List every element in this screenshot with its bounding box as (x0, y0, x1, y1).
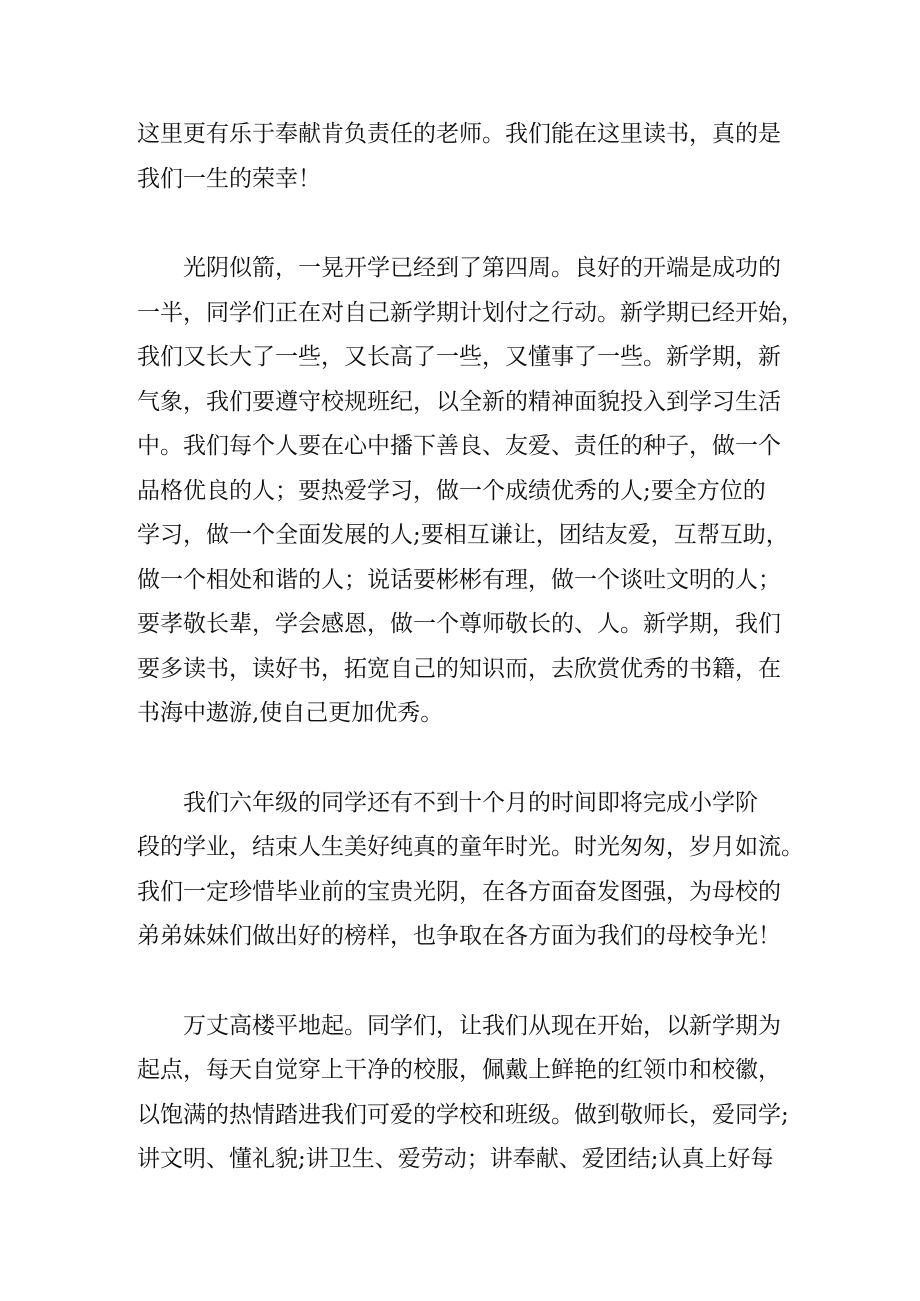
text-line: 讲文明、懂礼貌;讲卫生、爱劳动；讲奉献、爱团结;认真上好每 (137, 1146, 774, 1172)
text-line: 学习，做一个全面发展的人;要相互谦让，团结友爱，互帮互助， (137, 522, 789, 548)
text-line: 光阴似箭，一晃开学已经到了第四周。良好的开端是成功的 (183, 255, 781, 281)
text-line: 我们六年级的同学还有不到十个月的时间即将完成小学阶 (183, 789, 758, 816)
text-line: 万丈高楼平地起。同学们，让我们从现在开始，以新学期为 (183, 1012, 781, 1039)
document-body (137, 112, 804, 1182)
text-line: 要多读书，读好书，拓宽自己的知识而，去欣赏优秀的书籍，在 (137, 655, 781, 682)
text-line: 我们一定珍惜毕业前的宝贵光阴，在各方面奋发图强，为母校的 (137, 878, 781, 905)
text-line: 段的学业，结束人生美好纯真的童年时光。时光匆匆，岁月如流。 (137, 834, 804, 860)
text-line: 中。我们每个人要在心中播下善良、友爱、责任的种子，做一个 (137, 433, 781, 459)
text-line: 以饱满的热情踏进我们可爱的学校和班级。做到敬师长，爱同学; (137, 1101, 789, 1128)
paragraph-2 (137, 246, 804, 736)
text-line: 品格优良的人；要热爱学习，做一个成绩优秀的人;要全方位的 (137, 477, 766, 504)
paragraph-4 (137, 1004, 797, 1182)
text-line: 气象，我们要遵守校规班纪，以全新的精神面貌投入到学习生活 (137, 388, 781, 415)
paragraph-3 (137, 781, 804, 959)
text-line: 我们又长大了一些，又长高了一些，又懂事了一些。新学期，新 (137, 344, 781, 370)
paragraph-1 (137, 112, 797, 201)
text-line: 书海中遨游,使自己更加优秀。 (137, 700, 444, 726)
text-line: 做一个相处和谐的人；说话要彬彬有理，做一个谈吐文明的人； (137, 566, 781, 593)
text-line: 我们一生的荣幸！ (137, 165, 321, 192)
text-line: 起点，每天自觉穿上干净的校服，佩戴上鲜艳的红领巾和校徽， (137, 1057, 781, 1083)
text-line: 这里更有乐于奉献肯负责任的老师。我们能在这里读书，真的是 (137, 121, 781, 147)
text-line: 一半，同学们正在对自己新学期计划付之行动。新学期已经开始， (137, 299, 804, 326)
text-line: 弟弟妹妹们做出好的榜样，也争取在各方面为我们的母校争光！ (137, 923, 781, 949)
text-line: 要孝敬长辈，学会感恩，做一个尊师敬长的、人。新学期，我们 (137, 611, 781, 637)
